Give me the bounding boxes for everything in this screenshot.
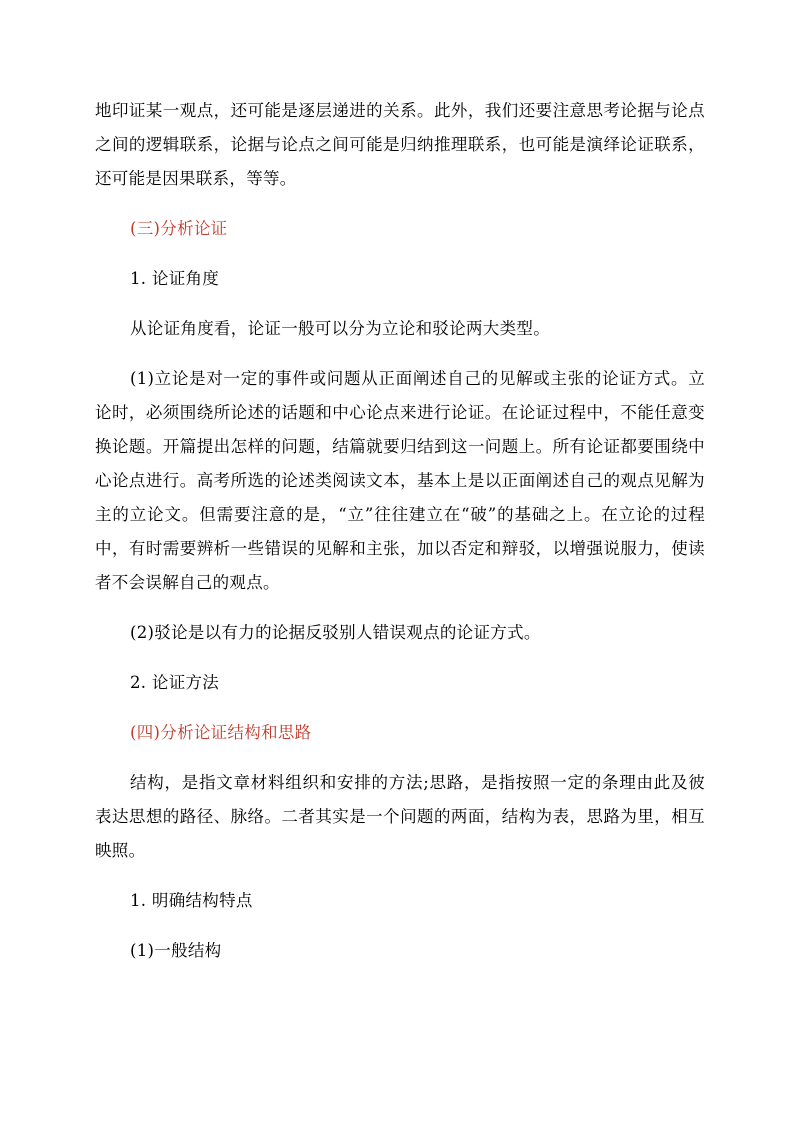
paragraph-establishing-argument: (1)立论是对一定的事件或问题从正面阐述自己的见解或主张的论证方式。立论时，必须围绕所论述的话题和中心论点来进行论证。在论证过程中，不能任意变换论题。开篇提出怎样的问题，结篇就要归结到这一问题上。所有论证都要围绕中心论点进行。高考所选的论述类阅读文本，基本上是以正面阐述自己的观点见解为主的立论文。但需要注意的是，“立”往往建立在“破”的基础之上。在立论的过程中，有时需要辨析一些错误的见解和主张，加以否定和辩驳，以增强说服力，使读者不会误解自己的观点。 — [95, 369, 705, 592]
subheading-structure-features: 1. 明确结构特点 — [130, 891, 253, 910]
paragraph-argument-relations: 地印证某一观点，还可能是逐层递进的关系。此外，我们还要注意思考论据与论点之间的逻辑联系，论据与论点之间可能是归纳推理联系，也可能是演绎论证联系，还可能是因果联系，等等。 — [95, 101, 705, 188]
paragraph-structure-definition: 结构，是指文章材料组织和安排的方法;思路，是指按照一定的条理由此及彼表达思想的路径、脉络。二者其实是一个问题的两面，结构为表，思路为里，相互映照。 — [95, 773, 705, 860]
document-page — [95, 94, 705, 968]
paragraph-argument-types: 从论证角度看，论证一般可以分为立论和驳论两大类型。 — [130, 319, 550, 338]
subheading-argument-methods: 2. 论证方法 — [130, 673, 220, 692]
subheading-argument-angle: 1. 论证角度 — [130, 269, 220, 288]
section-heading-analyze-argument: (三)分析论证 — [130, 219, 228, 238]
subheading-general-structure: (1)一般结构 — [130, 941, 222, 960]
section-heading-structure-and-thinking: (四)分析论证结构和思路 — [130, 723, 312, 742]
paragraph-refutation: (2)驳论是以有力的论据反驳别人错误观点的论证方式。 — [130, 623, 541, 642]
